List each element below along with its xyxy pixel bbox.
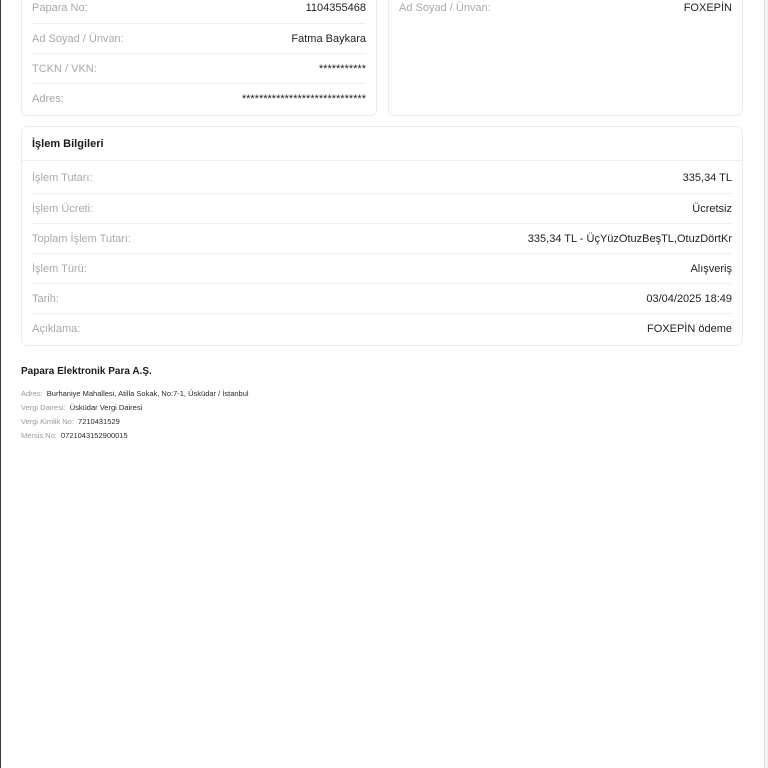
sender-tax-id-row	[32, 53, 366, 84]
tx-description-label: Açıklama:	[32, 323, 81, 335]
mersis-label: Mersis No:	[21, 431, 57, 440]
receiver-name-row	[399, 0, 732, 23]
receiver-name-value: FOXEPİN	[683, 2, 732, 14]
address-value: *****************************	[241, 93, 366, 105]
tax-no-value: 7210431529	[78, 417, 120, 426]
tx-fee-value: Ücretsiz	[692, 203, 732, 215]
company-tax-office-line	[21, 401, 249, 415]
sender-name-label: Ad Soyad / Ünvan:	[32, 33, 124, 45]
tax-office-label: Vergi Dairesi:	[21, 403, 66, 412]
transaction-info-card	[21, 126, 743, 346]
tx-total-label: Toplam İşlem Tutarı:	[32, 233, 132, 245]
papara-no-value: 1104355468	[305, 2, 366, 14]
tx-fee-row	[32, 193, 732, 224]
tx-type-row	[32, 253, 732, 284]
mersis-value: 0721043152900015	[60, 431, 128, 440]
tx-date-row	[32, 283, 732, 314]
sender-info-card	[21, 0, 377, 116]
papara-no-label: Papara No:	[32, 2, 88, 14]
tx-fee-label: İşlem Ücreti:	[32, 203, 94, 215]
transaction-card-title: İşlem Bilgileri	[32, 137, 104, 150]
tx-amount-label: İşlem Tutarı:	[32, 172, 93, 184]
address-label: Adres:	[32, 93, 64, 105]
receiver-info-card	[388, 0, 743, 116]
tx-total-value: 335,34 TL - ÜçYüzOtuzBeşTL,OtuzDörtKr	[527, 233, 732, 245]
sender-papara-no-row	[32, 0, 366, 23]
tax-office-value: Üsküdar Vergi Dairesi	[69, 403, 143, 412]
page-right-scrollbar[interactable]	[764, 0, 768, 768]
page-left-border	[0, 0, 1, 768]
company-tax-no-line	[21, 415, 249, 429]
sender-name-value: Fatma Baykara	[291, 33, 366, 45]
tx-amount-row	[32, 163, 732, 193]
company-mersis-line	[21, 429, 249, 443]
tx-amount-value: 335,34 TL	[682, 172, 732, 184]
tx-date-label: Tarih:	[32, 293, 59, 305]
tax-no-label: Vergi Kimlik No:	[21, 417, 74, 426]
tx-total-row	[32, 223, 732, 254]
company-address-label: Adres:	[21, 389, 43, 398]
tx-description-row	[32, 313, 732, 344]
sender-address-row	[32, 83, 366, 114]
tx-type-value: Alışveriş	[690, 263, 732, 275]
company-name: Papara Elektronik Para A.Ş.	[21, 366, 152, 377]
tax-id-label: TCKN / VKN:	[32, 63, 97, 75]
company-address-value: Burhaniye Mahallesi, Atilla Sokak, No:7-1, Üsküdar / İstanbul	[46, 389, 249, 398]
company-address-line	[21, 387, 249, 401]
tx-description-value: FOXEPİN ödeme	[647, 323, 732, 335]
tx-date-value: 03/04/2025 18:49	[646, 293, 732, 305]
tax-id-value: ***********	[318, 63, 366, 75]
receiver-name-label: Ad Soyad / Ünvan:	[399, 2, 491, 14]
sender-name-row	[32, 23, 366, 54]
company-footer	[21, 366, 249, 443]
divider	[22, 160, 742, 161]
tx-type-label: İşlem Türü:	[32, 263, 87, 275]
